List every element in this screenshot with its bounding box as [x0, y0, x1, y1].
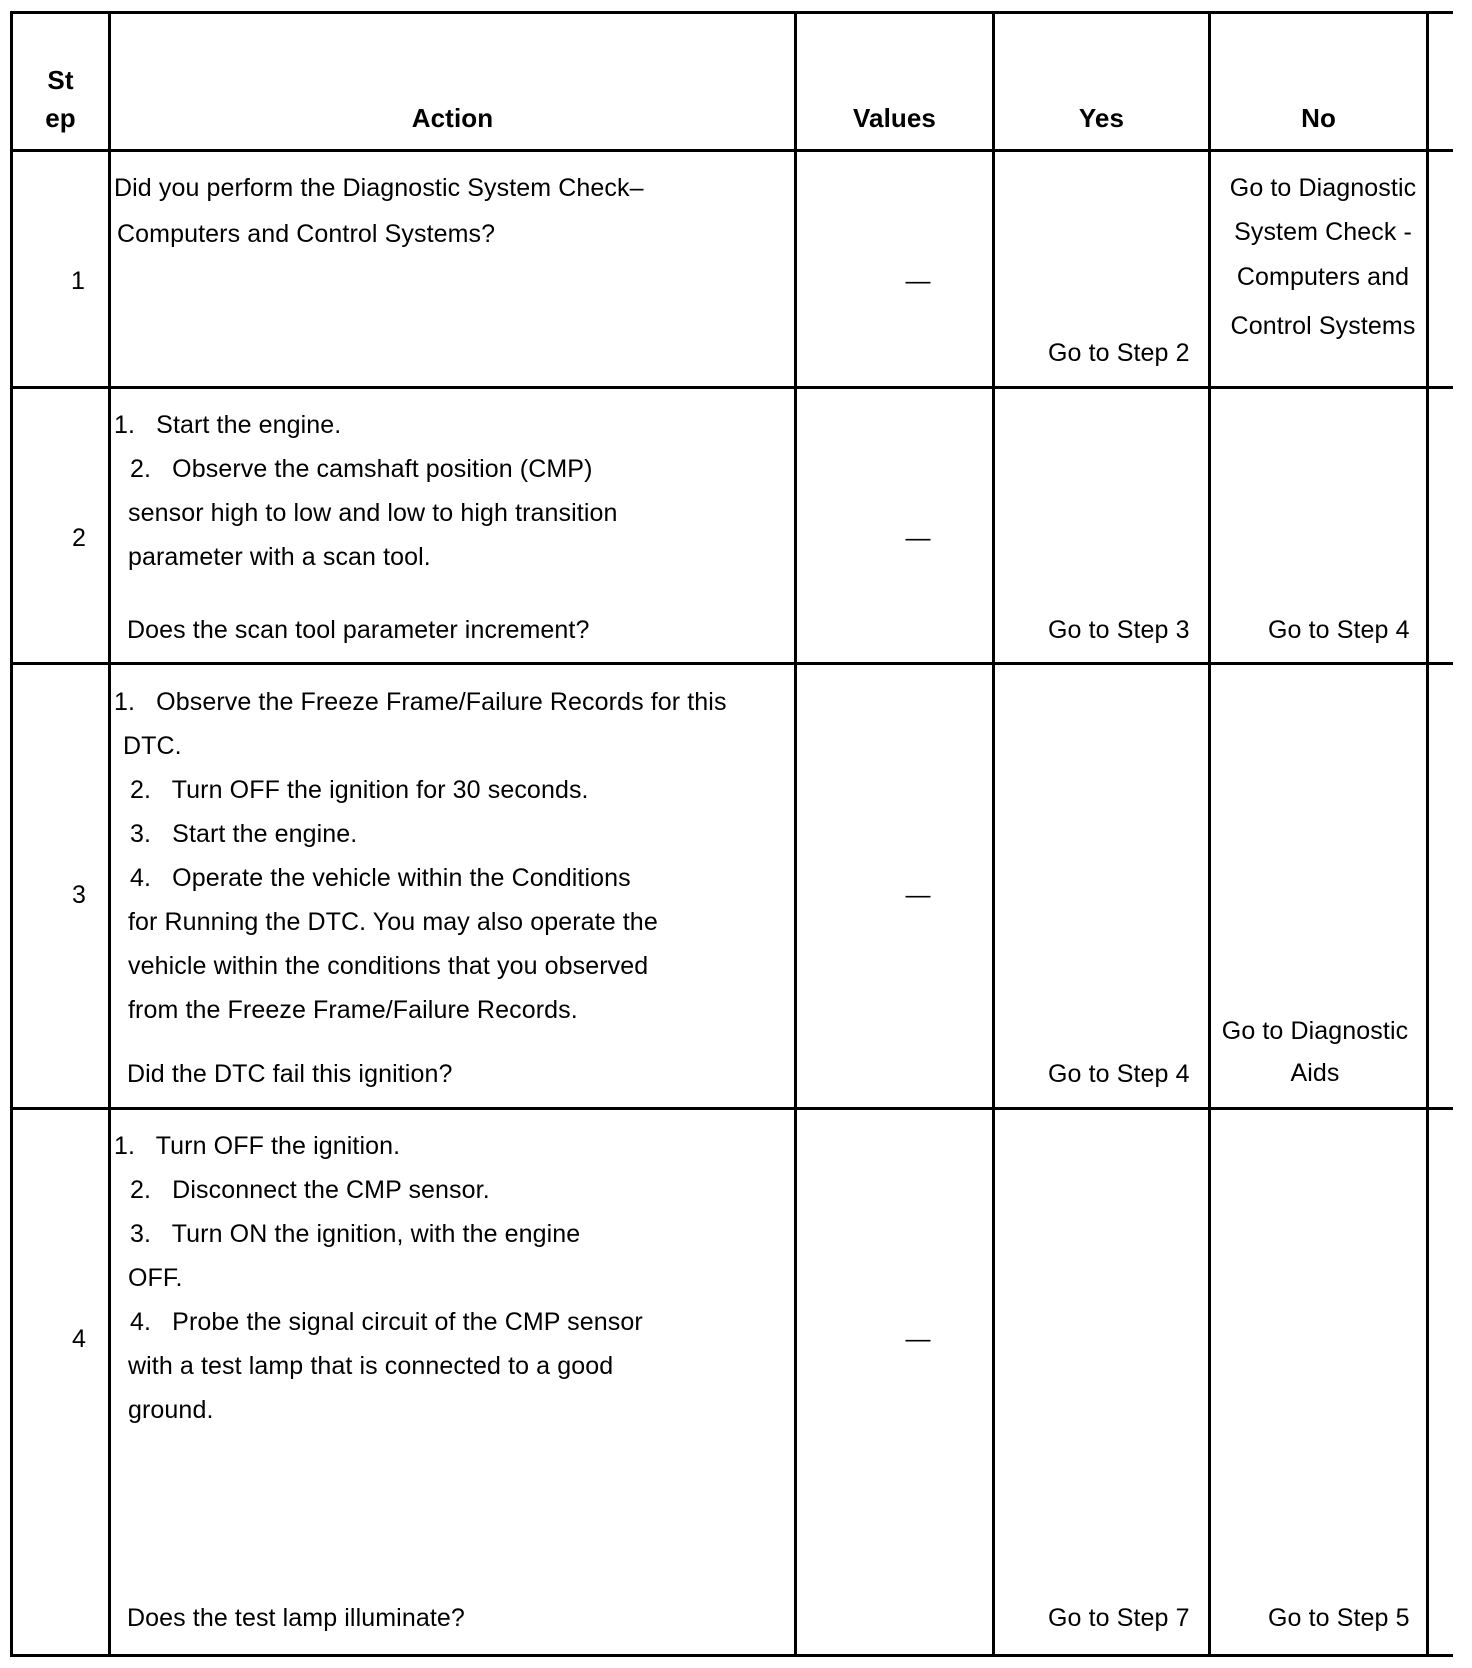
- no-text: [1211, 166, 1435, 352]
- table-border-bottom: [10, 1654, 1453, 1657]
- row-divider: [10, 386, 1453, 389]
- action-line: 1. Start the engine.: [114, 411, 342, 439]
- no-line: Aids: [1290, 1059, 1340, 1087]
- table-border-left: [10, 11, 13, 1657]
- yes-text: Go to Step 7: [1048, 1604, 1190, 1632]
- no-line: Computers and: [1236, 263, 1410, 291]
- yes-text: Go to Step 4: [1048, 1060, 1190, 1088]
- action-line: vehicle within the conditions that you observed: [128, 952, 649, 980]
- action-line: 1. Observe the Freeze Frame/Failure Records for this: [114, 688, 727, 716]
- header-step: [13, 61, 108, 137]
- action-line: 2. Disconnect the CMP sensor.: [130, 1176, 490, 1204]
- row-divider: [10, 662, 1453, 665]
- header-step-line2: ep: [45, 103, 76, 133]
- action-line: 2. Observe the camshaft position (CMP): [130, 455, 593, 483]
- step-number: 1: [71, 267, 86, 295]
- value-text: —: [905, 267, 931, 295]
- step-number: 4: [72, 1325, 87, 1353]
- column-divider: [794, 11, 797, 1657]
- action-line: 1. Turn OFF the ignition.: [114, 1132, 401, 1160]
- action-line: with a test lamp that is connected to a good: [128, 1352, 614, 1380]
- header-action: Action: [411, 103, 494, 133]
- action-line: DTC.: [123, 732, 182, 760]
- action-line: ground.: [128, 1396, 214, 1424]
- header-divider: [10, 149, 1453, 152]
- value-text: —: [905, 1325, 931, 1353]
- header-yes: Yes: [1078, 103, 1125, 133]
- table-border-top: [10, 11, 1453, 14]
- no-line: Go to Diagnostic: [1229, 174, 1417, 202]
- column-divider: [992, 11, 995, 1657]
- header-values: Values: [853, 103, 936, 133]
- no-text: [1211, 1010, 1419, 1094]
- action-line: OFF.: [128, 1264, 183, 1292]
- action-line: from the Freeze Frame/Failure Records.: [128, 996, 578, 1024]
- step-number: 3: [72, 881, 87, 909]
- action-line: Computers and Control Systems?: [117, 220, 496, 248]
- action-line: Did you perform the Diagnostic System Check–: [114, 174, 644, 202]
- action-line: 4. Operate the vehicle within the Conditions: [130, 864, 631, 892]
- row-divider: [10, 1107, 1453, 1110]
- action-line: sensor high to low and low to high transition: [128, 499, 618, 527]
- header-step-line1: St: [47, 65, 74, 95]
- diagnostic-table: [10, 11, 1453, 1657]
- action-text: [114, 1124, 643, 1432]
- question-text: Does the test lamp illuminate?: [127, 1604, 465, 1632]
- action-text: [114, 403, 618, 579]
- action-line: 2. Turn OFF the ignition for 30 seconds.: [130, 776, 589, 804]
- action-line: parameter with a scan tool.: [128, 543, 431, 571]
- action-line: for Running the DTC. You may also operate the: [128, 908, 658, 936]
- header-no: No: [1301, 103, 1336, 133]
- action-line: 4. Probe the signal circuit of the CMP sensor: [130, 1308, 643, 1336]
- question-text: Did the DTC fail this ignition?: [127, 1060, 453, 1088]
- no-line: System Check -: [1234, 218, 1412, 246]
- no-line: Go to Diagnostic: [1221, 1017, 1409, 1045]
- value-text: —: [905, 524, 931, 552]
- no-text: Go to Step 4: [1268, 616, 1410, 644]
- column-divider: [108, 11, 111, 1657]
- yes-text: Go to Step 2: [1048, 339, 1190, 367]
- action-line: 3. Turn ON the ignition, with the engine: [130, 1220, 581, 1248]
- action-text: [114, 680, 727, 1032]
- value-text: —: [905, 881, 931, 909]
- no-text: Go to Step 5: [1268, 1604, 1410, 1632]
- yes-text: Go to Step 3: [1048, 616, 1190, 644]
- action-line: 3. Start the engine.: [130, 820, 358, 848]
- question-text: Does the scan tool parameter increment?: [127, 616, 590, 644]
- action-text: [114, 166, 644, 258]
- no-line: Control Systems: [1230, 312, 1416, 340]
- step-number: 2: [72, 524, 87, 552]
